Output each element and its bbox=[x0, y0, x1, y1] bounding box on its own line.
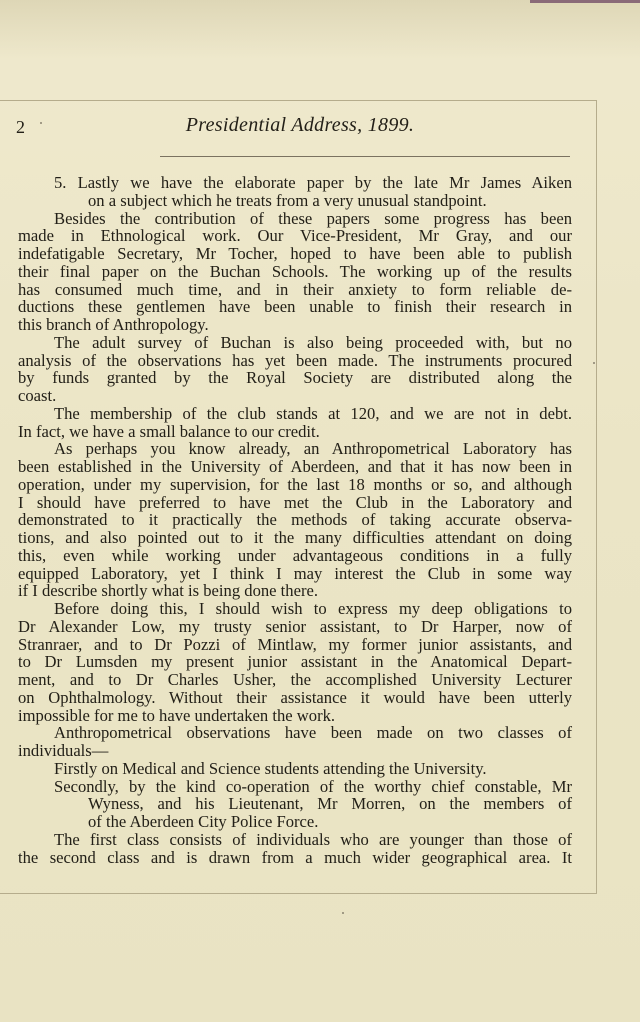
text-line: has consumed much time, and in their anxiety to form reliable de- bbox=[18, 279, 572, 299]
text-line: if I describe shortly what is being done there. bbox=[18, 581, 318, 601]
text-line: their final paper on the Buchan Schools. The working up of the results bbox=[18, 261, 572, 281]
text-line: analysis of the observations has yet been made. The instruments procured bbox=[18, 350, 572, 370]
text-line: coast. bbox=[18, 386, 57, 405]
text-line: Dr Alexander Low, my trusty senior assistant, to Dr Harper, now of bbox=[18, 616, 572, 636]
text-line: individuals— bbox=[18, 741, 109, 760]
text-line: to Dr Lumsden my present junior assistant in the Anatomical Depart- bbox=[18, 652, 572, 672]
text-line: Anthropometrical observations have been made on two classes of bbox=[54, 723, 572, 743]
page-top-shading bbox=[0, 0, 640, 60]
text-line: The membership of the club stands at 120, and we are not in debt. bbox=[54, 403, 572, 423]
text-line: ment, and to Dr Charles Usher, the accomplished University Lecturer bbox=[18, 670, 572, 689]
corner-mark bbox=[530, 0, 640, 9]
text-line: on a subject which he treats from a very unusual standpoint. bbox=[88, 190, 487, 210]
text-line: Before doing this, I should wish to express my deep obligations to bbox=[54, 599, 572, 618]
text-line: this, even while working under advantageous conditions in a fully bbox=[18, 545, 572, 565]
text-line: The adult survey of Buchan is also being proceeded with, but no bbox=[54, 332, 572, 352]
text-line: by funds granted by the Royal Society are distributed along the bbox=[18, 368, 572, 388]
text-line: Stranraer, and to Dr Pozzi of Mintlaw, my former junior assistants, and bbox=[18, 634, 572, 654]
text-line: Secondly, by the kind co-operation of the worthy chief constable, Mr bbox=[54, 776, 572, 796]
text-line: Firstly on Medical and Science students attending the University. bbox=[54, 758, 487, 778]
body-text bbox=[18, 174, 572, 866]
text-line: equipped Laboratory, yet I think I may interest the Club in some way bbox=[18, 563, 572, 583]
text-line: As perhaps you know already, an Anthropometrical Laboratory has bbox=[54, 439, 572, 459]
header-rule bbox=[160, 156, 570, 157]
text-line: Besides the contribution of these papers some progress has been bbox=[54, 208, 572, 228]
text-line: operation, under my supervision, for the last 18 months or so, and although bbox=[18, 474, 572, 494]
text-line: In fact, we have a small balance to our credit. bbox=[18, 421, 320, 441]
text-line: on Ophthalmology. Without their assistance it would have been utterly bbox=[18, 687, 572, 707]
text-line: made in Ethnological work. Our Vice-President, Mr Gray, and our bbox=[18, 226, 572, 246]
text-line: tions, and also pointed out to it the many difficulties attendant on doing bbox=[18, 528, 572, 547]
text-line: the second class and is drawn from a much wider geographical area. It bbox=[18, 847, 572, 867]
text-line: been established in the University of Aberdeen, and that it has now been in bbox=[18, 457, 572, 476]
text-line: indefatigable Secretary, Mr Tocher, hoped to have been able to publish bbox=[18, 244, 572, 263]
text-line: 5. Lastly we have the elaborate paper by the late Mr James Aiken bbox=[54, 173, 572, 192]
text-line: The first class consists of individuals who are younger than those of bbox=[54, 829, 572, 849]
page-number: 2 bbox=[16, 117, 25, 137]
print-speck bbox=[342, 912, 344, 914]
print-speck bbox=[40, 122, 42, 124]
text-line: Wyness, and his Lieutenant, Mr Morren, on the members of bbox=[88, 794, 572, 814]
text-line: this branch of Anthropology. bbox=[18, 315, 209, 334]
text-line: ductions these gentlemen have been unable to finish their research in bbox=[18, 297, 572, 317]
text-line: I should have preferred to have met the Club in the Laboratory and bbox=[18, 492, 572, 512]
text-line: demonstrated to it practically the methods of taking accurate observa- bbox=[18, 510, 572, 530]
print-speck bbox=[593, 362, 595, 364]
text-line: of the Aberdeen City Police Force. bbox=[88, 812, 319, 831]
running-head: Presidential Address, 1899. bbox=[185, 114, 415, 136]
text-line: impossible for me to have undertaken the work. bbox=[18, 705, 336, 725]
